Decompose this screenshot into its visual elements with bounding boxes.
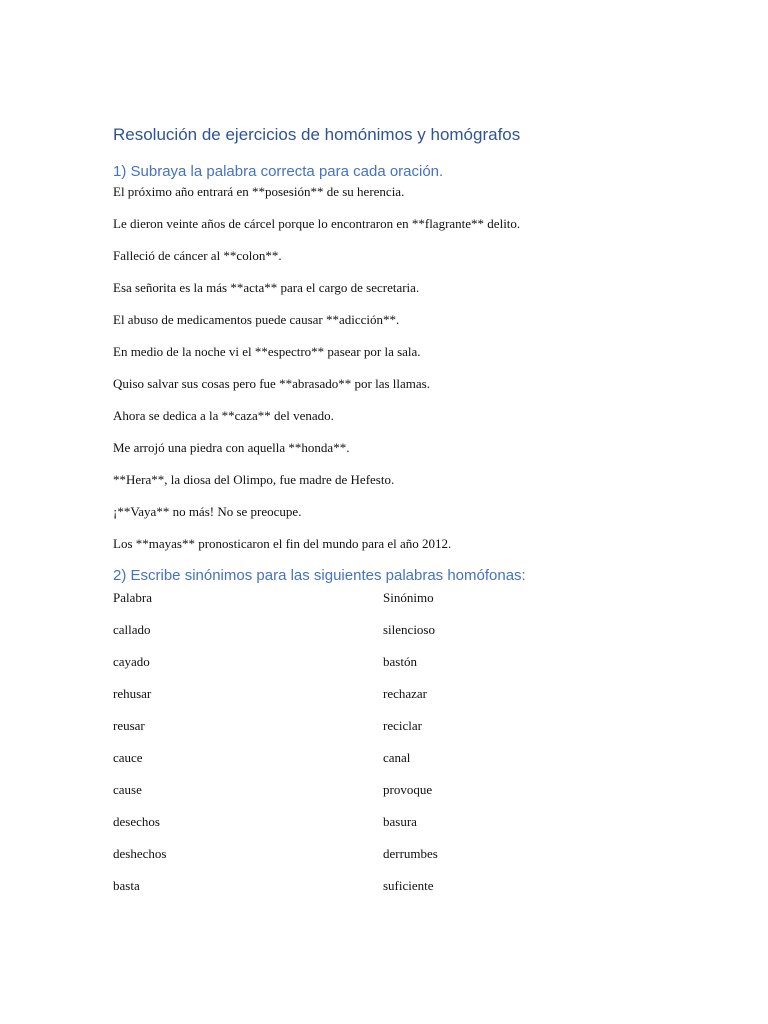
synonym-cell: basura <box>383 814 417 829</box>
section-1-sentences <box>113 183 673 553</box>
word-cell: desechos <box>113 814 160 829</box>
sentence-11: ¡**Vaya** no más! No se preocupe. <box>113 504 302 519</box>
synonym-cell: derrumbes <box>383 846 438 861</box>
table-row <box>113 621 583 653</box>
document-body <box>113 123 673 909</box>
table-row <box>113 653 583 685</box>
table-row <box>113 749 583 781</box>
table-row <box>113 813 583 845</box>
synonym-cell: canal <box>383 750 411 765</box>
sentence-1: El próximo año entrará en **posesión** de su herencia. <box>113 184 405 199</box>
table-row <box>113 717 583 749</box>
word-cell: cause <box>113 782 142 797</box>
table-row <box>113 685 583 717</box>
synonym-cell: provoque <box>383 782 433 797</box>
word-cell: cauce <box>113 750 143 765</box>
sentence-9: Me arrojó una piedra con aquella **honda**. <box>113 440 350 455</box>
section-2-heading: 2) Escribe sinónimos para las siguientes palabras homófonas: <box>113 567 526 584</box>
sentence-3: Falleció de cáncer al **colon**. <box>113 248 282 263</box>
synonyms-table <box>113 589 583 909</box>
sentence-6: En medio de la noche vi el **espectro** pasear por la sala. <box>113 344 421 359</box>
word-cell: rehusar <box>113 686 152 701</box>
synonym-cell: silencioso <box>383 622 435 637</box>
sentence-2: Le dieron veinte años de cárcel porque lo encontraron en **flagrante** delito. <box>113 216 521 231</box>
table-header-row <box>113 589 583 621</box>
synonym-cell: suficiente <box>383 878 434 893</box>
synonym-cell: reciclar <box>383 718 422 733</box>
word-cell: basta <box>113 878 140 893</box>
section-1-heading: 1) Subraya la palabra correcta para cada oración. <box>113 163 444 180</box>
document-title: Resolución de ejercicios de homónimos y homógrafos <box>113 125 521 144</box>
column-header-word: Palabra <box>113 590 152 605</box>
sentence-5: El abuso de medicamentos puede causar **adicción**. <box>113 312 400 327</box>
sentence-7: Quiso salvar sus cosas pero fue **abrasado** por las llamas. <box>113 376 430 391</box>
sentence-10: **Hera**, la diosa del Olimpo, fue madre de Hefesto. <box>113 472 395 487</box>
sentence-12: Los **mayas** pronosticaron el fin del mundo para el año 2012. <box>113 536 452 551</box>
column-header-synonym: Sinónimo <box>383 590 434 605</box>
word-cell: cayado <box>113 654 150 669</box>
word-cell: callado <box>113 622 151 637</box>
word-cell: reusar <box>113 718 145 733</box>
synonym-cell: rechazar <box>383 686 428 701</box>
sentence-8: Ahora se dedica a la **caza** del venado. <box>113 408 334 423</box>
table-row <box>113 877 583 909</box>
synonym-cell: bastón <box>383 654 417 669</box>
sentence-4: Esa señorita es la más **acta** para el cargo de secretaria. <box>113 280 420 295</box>
table-row <box>113 781 583 813</box>
word-cell: deshechos <box>113 846 167 861</box>
table-row <box>113 845 583 877</box>
